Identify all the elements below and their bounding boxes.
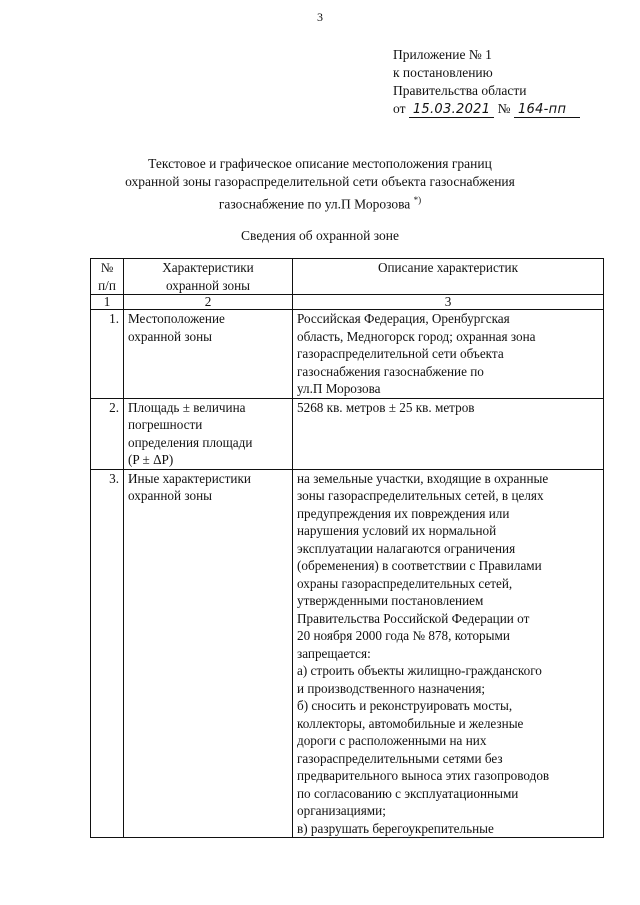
appendix-line-3: Правительства области <box>393 83 527 98</box>
table-row <box>91 469 604 838</box>
appendix-line-1: Приложение № 1 <box>393 47 492 62</box>
description-line: охраны газораспределительных сетей, <box>297 575 513 591</box>
header-num-line-1: № <box>100 260 114 275</box>
table-row <box>91 310 604 399</box>
header-characteristic <box>124 259 293 295</box>
header-char-line-1: Характеристики <box>162 260 254 275</box>
row-number: 3. <box>91 469 124 838</box>
description-line: 20 ноября 2000 года № 878, которыми <box>297 628 510 643</box>
description-line: дороги с расположенными на них <box>297 733 487 748</box>
description-line: а) строить объекты жилищно-гражданского <box>297 663 542 678</box>
description-line: запрещается: <box>297 645 371 661</box>
table-header-row <box>91 259 604 295</box>
number-prefix: № <box>497 101 511 116</box>
description-line: нарушения условий их нормальной <box>297 523 497 538</box>
description-line: эксплуатации налагаются ограничения <box>297 540 516 556</box>
description-line: коллекторы, автомобильные и железные <box>297 715 524 731</box>
description-line: утвержденными постановлением <box>297 593 484 608</box>
page-number: 3 <box>317 10 323 24</box>
section-subtitle: Сведения об охранной зоне <box>241 228 399 243</box>
appendix-header <box>393 46 580 118</box>
characteristic-line: Иные характеристики <box>128 470 251 486</box>
row-description <box>293 398 604 469</box>
characteristic-line: (P ± ΔP) <box>128 452 174 467</box>
description-line: предупреждения их повреждения или <box>297 505 510 521</box>
description-line: газораспределительными сетями без <box>297 750 503 766</box>
title-line-2: охранной зоны газораспределительной сети объекта газоснабжения <box>125 174 515 189</box>
description-line: (обременения) в соответствии с Правилами <box>297 558 542 573</box>
row-characteristic <box>124 398 293 469</box>
description-line: Российская Федерация, Оренбургская <box>297 311 510 326</box>
characteristic-line: охранной зоны <box>128 328 213 344</box>
title-line-3 <box>80 191 560 214</box>
row-characteristic <box>124 310 293 399</box>
description-line: газораспределительной сети объекта <box>297 346 504 361</box>
title-line-1: Текстовое и графическое описание местоположения границ <box>148 156 492 171</box>
title-line-3-text: газоснабжение по ул.П Морозова <box>218 196 411 212</box>
table-body <box>91 310 604 838</box>
row-characteristic <box>124 469 293 838</box>
table-row <box>91 398 604 469</box>
row-number: 1. <box>91 310 124 399</box>
description-line: газоснабжения газоснабжение по <box>297 363 484 379</box>
description-line: б) сносить и реконструировать мосты, <box>297 698 513 713</box>
column-index-row <box>91 295 604 310</box>
document-title <box>80 155 560 214</box>
characteristic-line: Местоположение <box>128 311 225 326</box>
characteristic-line: погрешности <box>128 417 203 432</box>
description-line: организациями; <box>297 803 386 818</box>
header-num-line-2: п/п <box>98 277 116 293</box>
description-line: ул.П Морозова <box>297 381 381 396</box>
handwritten-date: 15.03.2021 <box>409 102 494 118</box>
protection-zone-table <box>90 258 604 838</box>
description-line: зоны газораспределительных сетей, в целях <box>297 488 544 503</box>
row-description <box>293 469 604 838</box>
description-line: предварительного выноса этих газопроводов <box>297 768 550 783</box>
description-line: по согласованию с эксплуатационными <box>297 785 519 801</box>
row-description <box>293 310 604 399</box>
header-num <box>91 259 124 295</box>
characteristic-line: определения площади <box>128 434 253 450</box>
handwritten-number: 164-пп <box>514 102 580 118</box>
footnote-mark: *) <box>413 195 422 205</box>
characteristic-line: охранной зоны <box>128 488 213 503</box>
column-index-2: 2 <box>124 295 293 310</box>
description-line: в) разрушать берегоукрепительные <box>297 820 494 836</box>
description-line: область, Медногорск город; охранная зона <box>297 328 536 344</box>
appendix-date-line <box>393 100 580 118</box>
description-line: 5268 кв. метров ± 25 кв. метров <box>297 399 475 415</box>
header-char-line-2: охранной зоны <box>165 277 250 293</box>
characteristic-line: Площадь ± величина <box>128 399 246 415</box>
description-line: и производственного назначения; <box>297 680 486 696</box>
description-line: Правительства Российской Федерации от <box>297 610 530 626</box>
description-line: на земельные участки, входящие в охранные <box>297 470 549 486</box>
date-prefix: от <box>393 101 406 116</box>
column-index-3: 3 <box>293 295 604 310</box>
appendix-line-2: к постановлению <box>393 65 493 80</box>
row-number: 2. <box>91 398 124 469</box>
column-index-1: 1 <box>91 295 124 310</box>
header-description: Описание характеристик <box>293 259 604 295</box>
